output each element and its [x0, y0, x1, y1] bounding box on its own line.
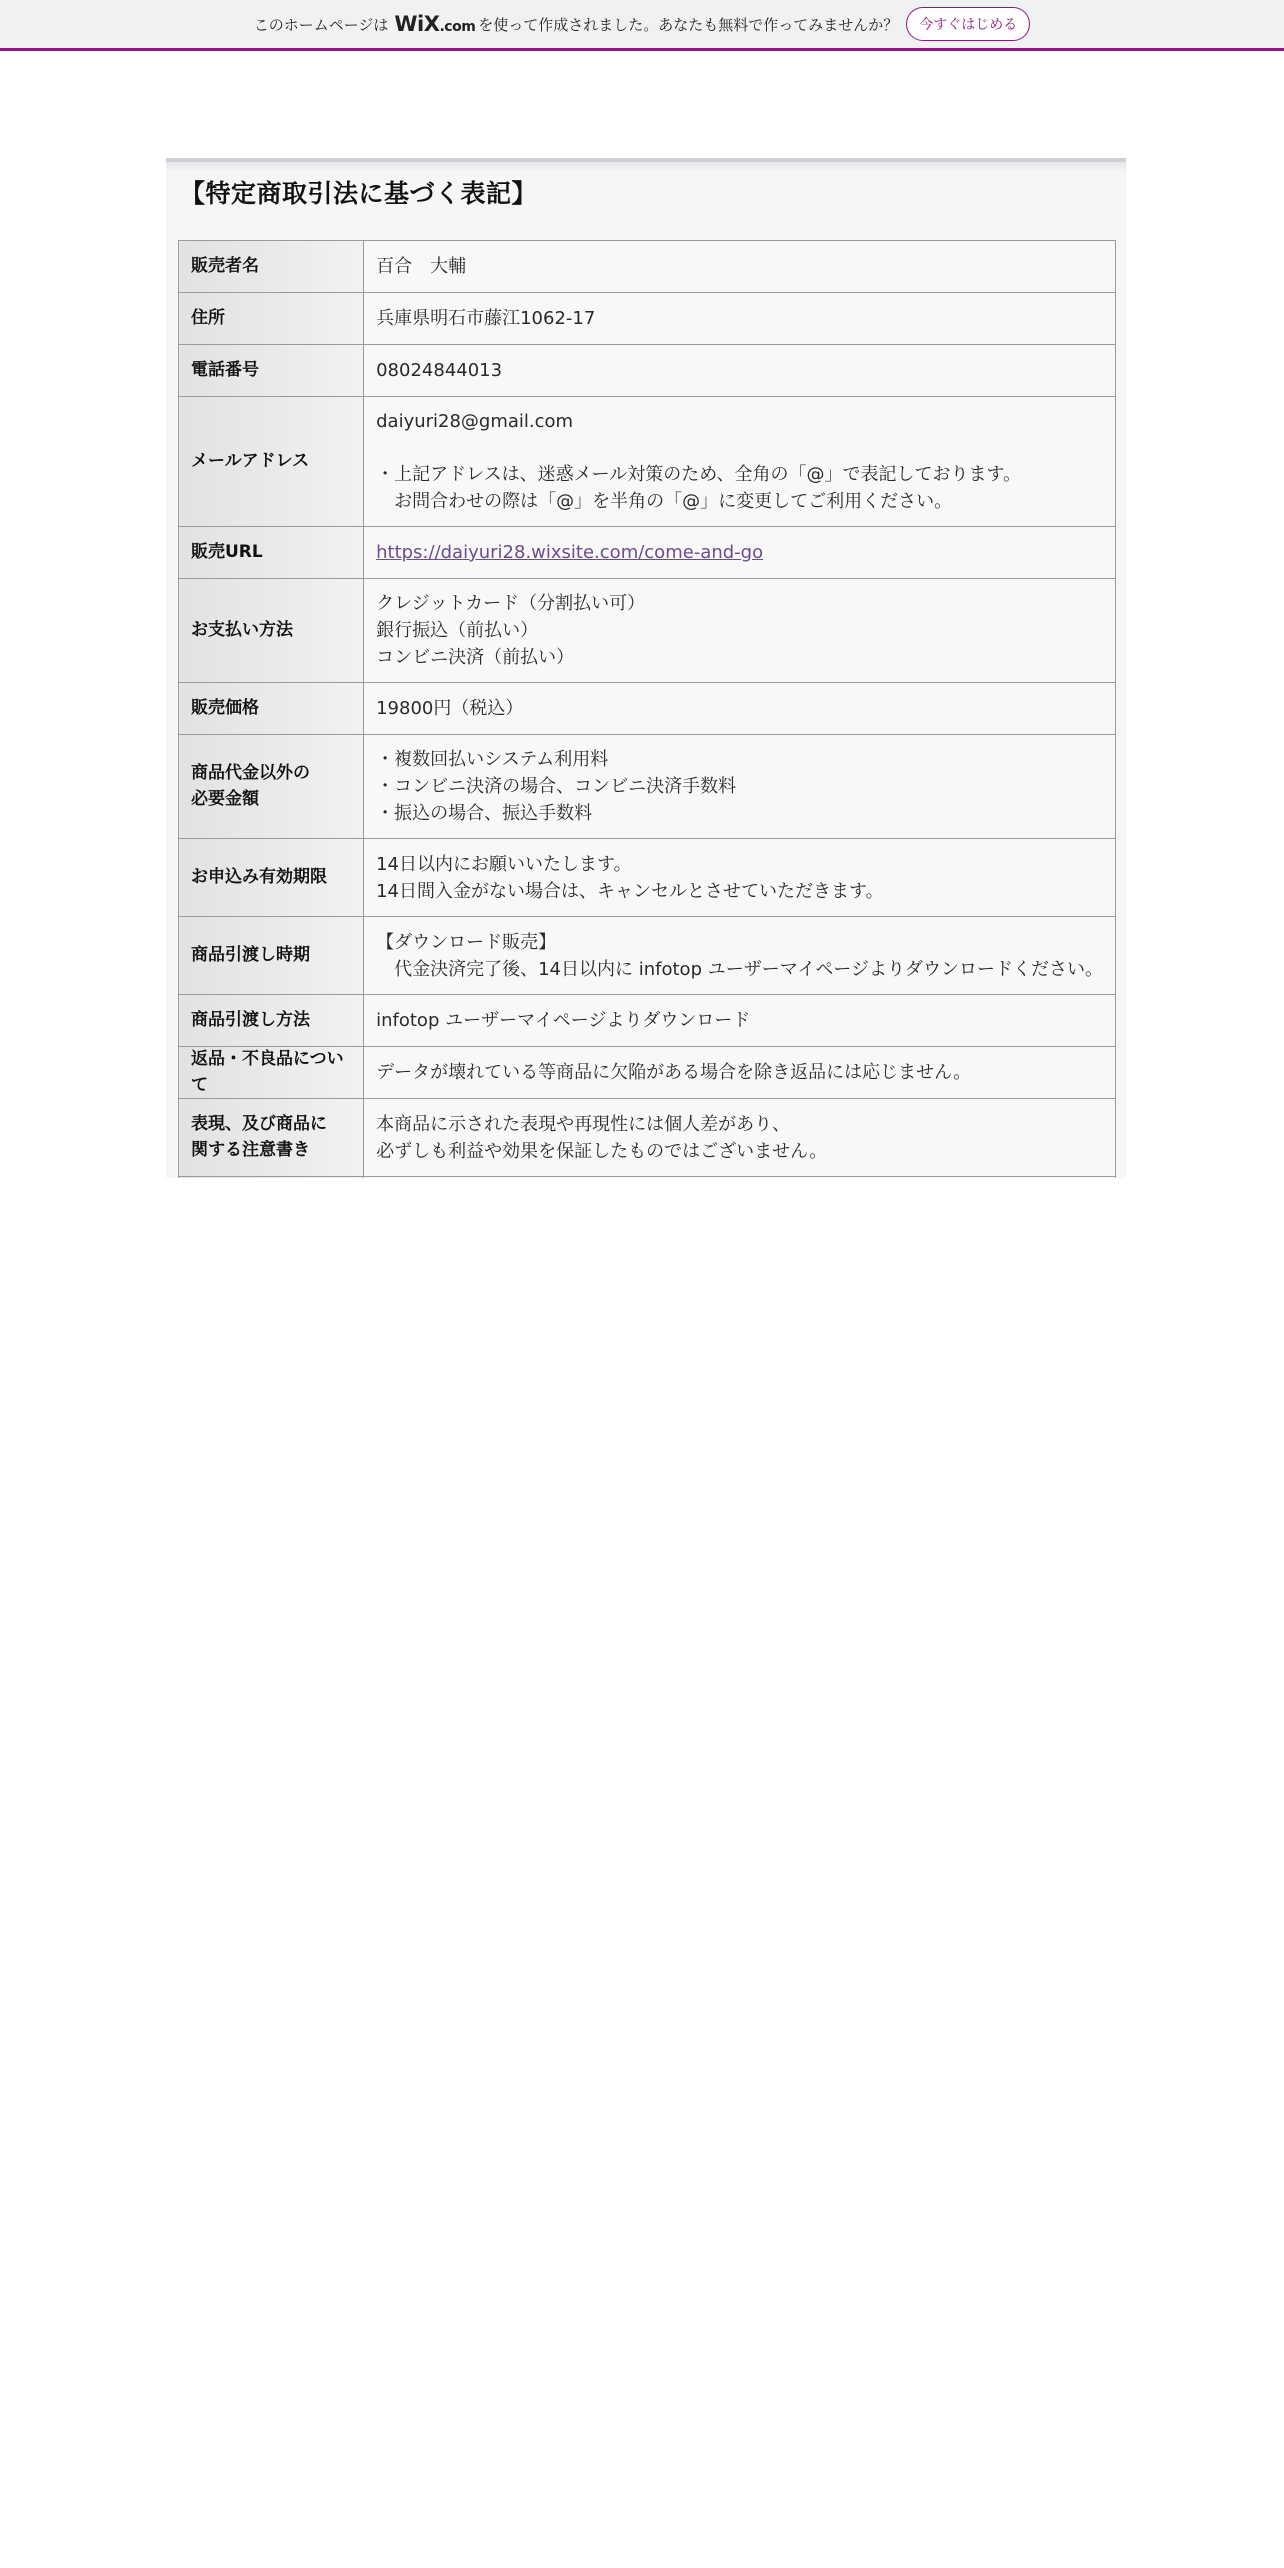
wix-promo-banner: [0, 0, 1284, 51]
table-row: [179, 683, 1116, 735]
table-row: [179, 397, 1116, 527]
row-value: [364, 241, 1116, 293]
table-row: [179, 839, 1116, 917]
value-line: daiyuri28@gmail.com: [376, 411, 574, 432]
table-row: [179, 527, 1116, 579]
wix-logo-main: WiX: [394, 12, 440, 36]
value-line: 百合 大輔: [376, 256, 467, 277]
wix-logo[interactable]: [394, 12, 475, 36]
banner-text-after: を使って作成されました。あなたも無料で作ってみませんか？: [478, 15, 899, 34]
table-row: [179, 995, 1116, 1047]
row-label: 商品引渡し時期: [179, 917, 364, 995]
table-row: [179, 735, 1116, 839]
value-line: 銀行振込（前払い）: [376, 620, 539, 641]
value-line: お問合わせの際は「@」を半角の「@」に変更してご利用ください。: [376, 491, 953, 512]
row-label: 商品引渡し方法: [179, 995, 364, 1047]
row-value: [364, 735, 1116, 839]
table-row: [179, 1047, 1116, 1099]
label-line: 必要金額: [191, 788, 259, 809]
row-label: 返品・不良品について: [179, 1047, 364, 1099]
table-row: [179, 917, 1116, 995]
row-label: お申込み有効期限: [179, 839, 364, 917]
value-line: 14日以内にお願いいたします。: [376, 853, 632, 875]
table-row: [179, 579, 1116, 683]
value-line: 必ずしも利益や効果を保証したものではございません。: [376, 1140, 828, 1162]
row-value: [364, 995, 1116, 1047]
value-line: データが壊れている等商品に欠陥がある場合を除き返品には応じません。: [376, 1062, 972, 1083]
row-value: [364, 1099, 1116, 1177]
row-label: [179, 1099, 364, 1177]
banner-text-before: このホームページは: [253, 15, 389, 34]
value-line: コンビニ決済（前払い）: [376, 647, 575, 668]
row-value: [364, 917, 1116, 995]
row-value: [364, 1047, 1116, 1099]
legal-info-table: [178, 240, 1116, 1178]
table-row: [179, 1099, 1116, 1177]
row-value: [364, 579, 1116, 683]
value-line: ・コンビニ決済の場合、コンビニ決済手数料: [376, 776, 737, 797]
value-line: ・複数回払いシステム利用料: [376, 749, 609, 770]
value-line: 代金決済完了後、14日以内に infotop ユーザーマイページよりダウンロードください。: [376, 958, 1103, 980]
value-line: ・振込の場合、振込手数料: [376, 803, 593, 824]
value-line: クレジットカード（分割払い可）: [376, 593, 646, 614]
row-value: [364, 683, 1116, 735]
row-value: [364, 345, 1116, 397]
row-label-empty: [179, 1177, 364, 1179]
value-line: 08024844013: [376, 360, 503, 381]
value-line: 14日間入金がない場合は、キャンセルとさせていただきます。: [376, 880, 884, 902]
row-value: [364, 839, 1116, 917]
label-line: 関する注意書き: [191, 1139, 310, 1160]
row-label: お支払い方法: [179, 579, 364, 683]
row-value: [364, 397, 1116, 527]
table-row: [179, 241, 1116, 293]
value-line: infotop ユーザーマイページよりダウンロード: [376, 1010, 751, 1031]
row-value: [364, 527, 1116, 579]
image-top-edge: [166, 162, 1126, 172]
value-line: 兵庫県明石市藤江1062-17: [376, 308, 596, 329]
row-label: 販売URL: [179, 527, 364, 579]
table-row: [179, 345, 1116, 397]
wix-logo-domain: .com: [439, 19, 476, 35]
sales-url-link[interactable]: https://daiyuri28.wixsite.com/come-and-go: [376, 542, 764, 563]
value-line: 本商品に示された表現や再現性には個人差があり、: [376, 1113, 791, 1135]
row-label: [179, 735, 364, 839]
row-label: 販売者名: [179, 241, 364, 293]
row-value: [364, 293, 1116, 345]
page-title: 【特定商取引法に基づく表記】: [180, 179, 538, 208]
table-row-cut-off: [179, 1177, 1116, 1179]
legal-notice-image: [166, 158, 1126, 1178]
value-spacer: [376, 435, 1103, 461]
start-now-button[interactable]: 今すぐはじめる: [906, 7, 1030, 41]
row-value-empty: [364, 1177, 1116, 1179]
value-line: 【ダウンロード販売】: [376, 931, 557, 953]
value-line: ・上記アドレスは、迷惑メール対策のため、全角の「@」で表記しております。: [376, 464, 1022, 485]
value-line: 19800円（税込）: [376, 698, 524, 719]
row-label: 電話番号: [179, 345, 364, 397]
row-label: 販売価格: [179, 683, 364, 735]
label-line: 表現、及び商品に: [191, 1114, 327, 1134]
row-label: 住所: [179, 293, 364, 345]
table-row: [179, 293, 1116, 345]
label-line: 商品代金以外の: [191, 763, 310, 783]
row-label: メールアドレス: [179, 397, 364, 527]
